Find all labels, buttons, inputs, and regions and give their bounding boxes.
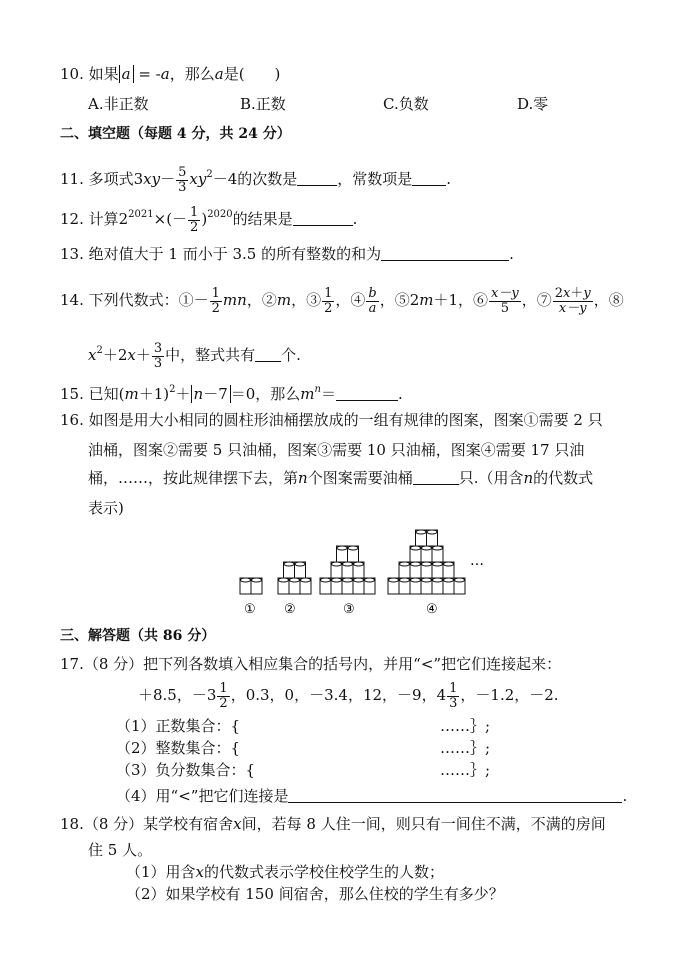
barrel-top — [290, 578, 300, 582]
section-3-heading: 三、解答题（共 86 分） — [60, 628, 216, 644]
figure-label-3: ③ — [343, 602, 355, 617]
q13-blank[interactable] — [381, 246, 509, 261]
q15: 15. 已知$(m+1)^2+ n-7 =0$，那么$m^n=$ . — [60, 384, 403, 403]
barrel-top — [422, 562, 432, 566]
q15-blank[interactable] — [336, 386, 398, 401]
q14-line1: 14. 下列代数式：①－ $\frac{1}{2}$ mn，②m，③ $\frac{1}{2}$ ，④ $\frac{b}{a}$ ，⑤2m＋1，⑥ $\frac{x-y}{5}$ ，⑦ $\frac{2x+y}{x-y}$ ，⑧ — [60, 285, 624, 316]
q18-stem-2: 住 5 人。 — [88, 841, 153, 859]
q10-option-a: A.非正数 — [88, 95, 149, 113]
barrel-top — [348, 546, 358, 550]
q17-set-integer-end: ……｝; — [440, 739, 491, 757]
q14-line2: $x^2+2x+$ $\frac{3}{3}$ 中，整式共有 个. — [88, 340, 301, 371]
q17-set-negfraction-end: ……｝; — [440, 761, 491, 779]
q10-option-c: C.负数 — [383, 95, 429, 113]
barrel-top — [321, 578, 331, 582]
q17-connect: （4）用“<”把它们连接是 . — [116, 787, 628, 805]
q17-set-positive-end: ……｝; — [440, 717, 491, 735]
q16-line2: 油桶，图案②需要 5 只油桶，图案③需要 10 只油桶，图案④需要 17 只油 — [88, 441, 585, 459]
barrel-top — [241, 578, 251, 582]
figure-label-1: ① — [244, 602, 256, 617]
barrel-top — [354, 562, 364, 566]
barrel-top — [343, 562, 353, 566]
q18-part1: （1）用含x的代数式表示学校住校学生的人数； — [126, 863, 445, 881]
q11-blank-constant[interactable] — [412, 171, 446, 186]
barrel-top — [433, 562, 443, 566]
barrel-top — [284, 562, 294, 566]
barrel-top — [416, 530, 426, 534]
barrel-top — [422, 578, 432, 582]
barrel-top — [389, 578, 399, 582]
barrel-top — [354, 578, 364, 582]
barrel-top — [252, 578, 262, 582]
barrel-top — [337, 546, 347, 550]
barrel-top — [411, 546, 421, 550]
barrel-top — [422, 546, 432, 550]
barrel-top — [332, 562, 342, 566]
barrel-top — [332, 578, 342, 582]
q13: 13. 绝对值大于 1 而小于 3.5 的所有整数的和为 . — [60, 245, 514, 263]
q10-option-d: D.零 — [517, 95, 549, 113]
barrel-top — [301, 578, 311, 582]
section-2-heading: 二、填空题（每题 4 分，共 24 分） — [60, 126, 291, 142]
barrel-top — [400, 562, 410, 566]
barrel-top — [365, 578, 375, 582]
q17-set-negfraction: （3）负分数集合：{ — [116, 761, 256, 779]
q11: 11. 多项式3xy－ $\frac{5}{3}$ $xy^2-4$的次数是 ，常数项是 . — [60, 164, 452, 195]
q12-blank[interactable] — [293, 211, 353, 226]
barrel-top — [433, 546, 443, 550]
q16-line1: 16. 如图是用大小相同的圆柱形油桶摆放成的一组有规律的图案，图案①需要 2 只 — [60, 411, 603, 429]
q18-stem: 18.（8 分）某学校有宿舍x间，若每 8 人住一间，则只有一间住不满，不满的房间 — [60, 815, 606, 833]
figure-ellipsis: … — [470, 553, 484, 569]
barrel-top — [444, 578, 454, 582]
barrel-top — [295, 562, 305, 566]
q12: 12. 计算$2^{2021}\times(-$ $\frac{1}{2}$ )$^{2020}$的结果是 . — [60, 204, 358, 235]
q16-blank[interactable] — [413, 470, 459, 485]
barrel-top — [427, 530, 437, 534]
barrel-top — [433, 578, 443, 582]
barrel-top — [455, 578, 465, 582]
figure-label-4: ④ — [426, 602, 438, 617]
q17-numbers: ＋8.5，－3 $\frac{1}{2}$ ，0.3，0，－3.4，12，－9，4 $\frac{1}{3}$ ，－1.2，－2. — [138, 680, 559, 711]
figure-label-2: ② — [284, 602, 296, 617]
q16-line4: 表示) — [88, 499, 124, 517]
q16-line3: 桶，……，按此规律摆下去，第n个图案需要油桶 只.（用含n的代数式 — [88, 469, 594, 487]
q10-stem: 10. 如果 a = -a，那么a是( ) — [60, 65, 281, 83]
q18-part2: （2）如果学校有 150 间宿舍，那么住校的学生有多少？ — [126, 885, 504, 903]
barrel-top — [279, 578, 289, 582]
barrel-top — [343, 578, 353, 582]
q14-blank[interactable] — [255, 347, 281, 362]
barrel-top — [411, 562, 421, 566]
q17-connect-blank[interactable] — [288, 788, 622, 803]
q17-stem: 17.（8 分）把下列各数填入相应集合的括号内，并用“<”把它们连接起来： — [60, 655, 562, 673]
q17-set-integer: （2）整数集合：{ — [116, 739, 241, 757]
q17-set-positive: （1）正数集合：{ — [116, 717, 241, 735]
barrel-top — [411, 578, 421, 582]
barrel-pattern-figure — [230, 520, 490, 620]
q10-option-b: B.正数 — [240, 95, 286, 113]
barrel-top — [400, 578, 410, 582]
q11-blank-degree[interactable] — [297, 171, 337, 186]
barrel-top — [444, 562, 454, 566]
